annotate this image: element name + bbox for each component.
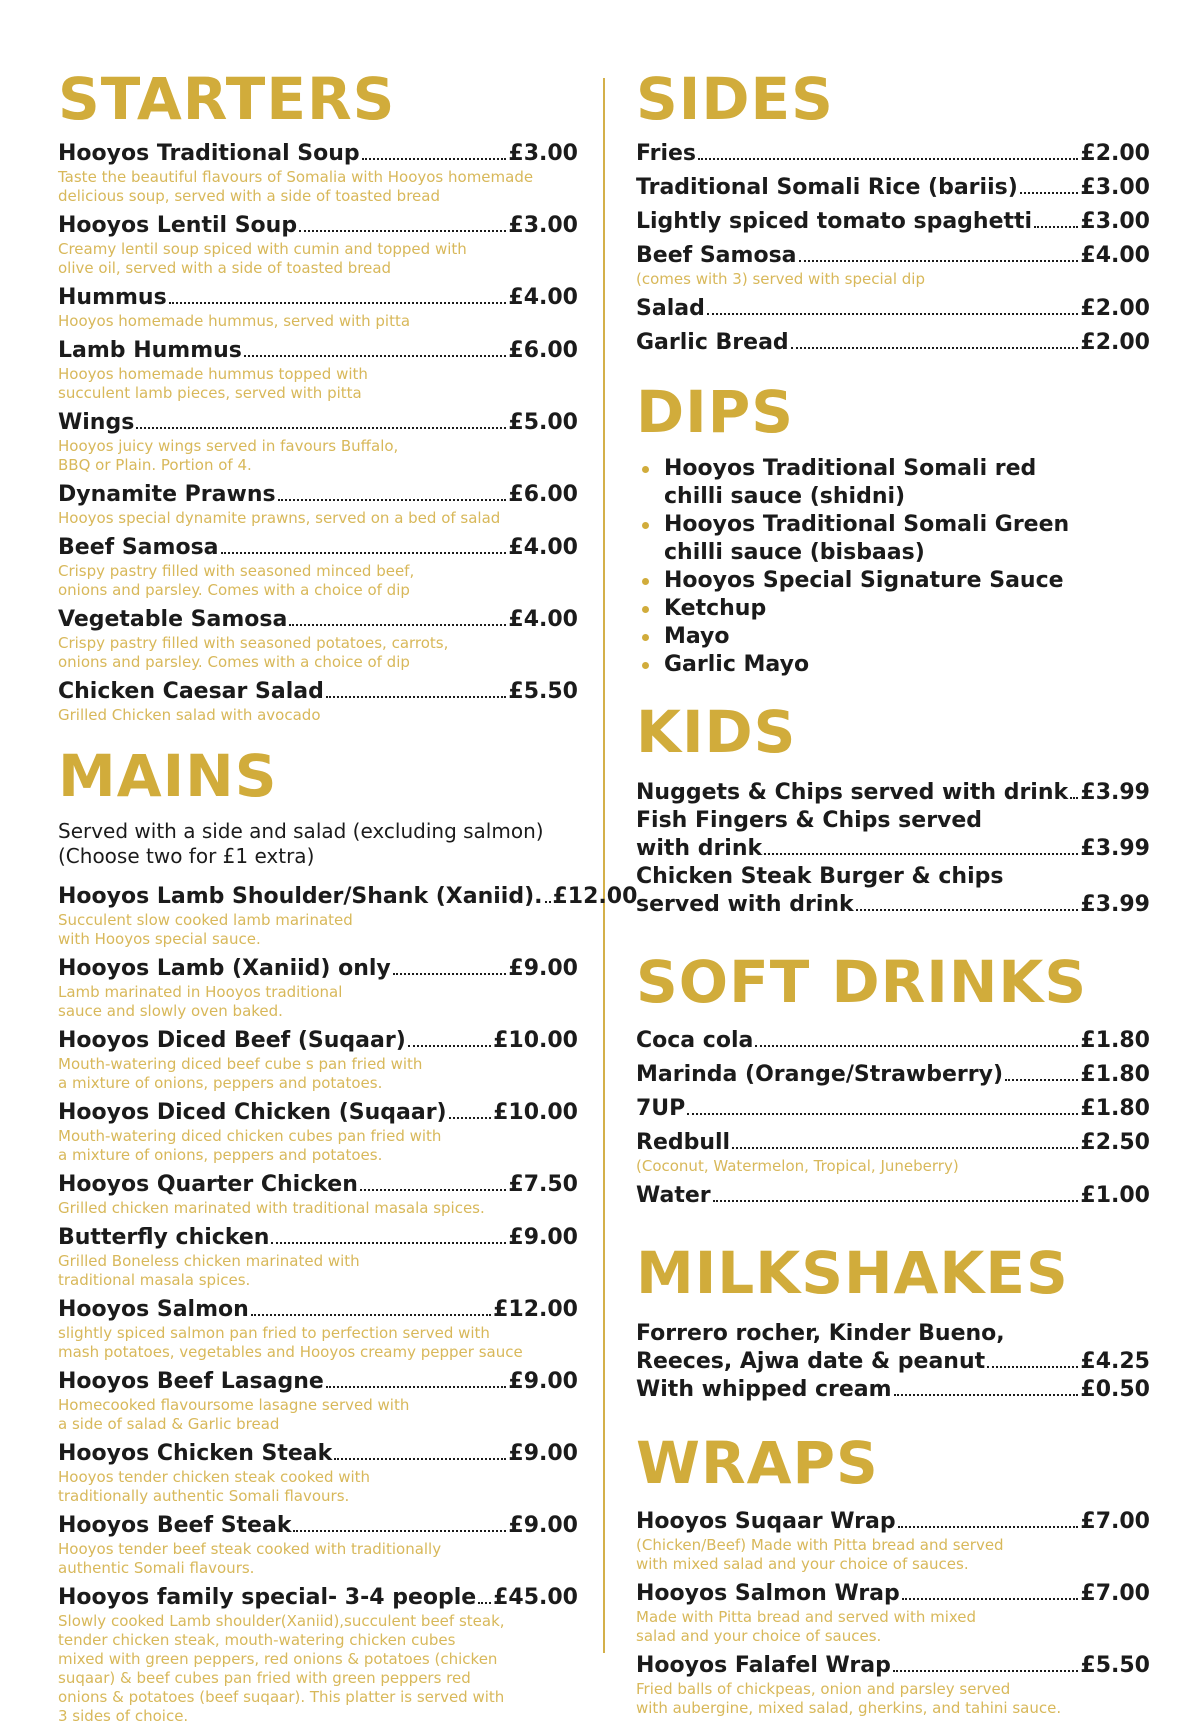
dot-leader: [893, 1670, 1079, 1672]
item-description: Grilled chicken marinated with traditional masala spices.: [58, 1199, 485, 1217]
kids-heading: KIDS: [636, 698, 797, 766]
bullet-icon: [642, 606, 649, 613]
item-row: [58, 337, 578, 365]
sides-heading: SIDES: [636, 65, 834, 133]
dips-heading: DIPS: [636, 378, 795, 446]
item-name: Hooyos Salmon Wrap: [636, 1581, 900, 1606]
menu-item: [636, 295, 1150, 323]
item-name: Dynamite Prawns: [58, 482, 276, 507]
dot-leader: [326, 696, 507, 698]
dip-item: [636, 595, 1150, 623]
dot-leader: [362, 158, 507, 160]
item-name: Hooyos Chicken Steak: [58, 1441, 333, 1466]
item-description: a side of salad & Garlic bread: [58, 1415, 280, 1433]
dip-text: Hooyos Traditional Somali red: [664, 456, 1037, 481]
item-name: Hooyos Falafel Wrap: [636, 1653, 891, 1678]
dot-leader: [136, 427, 506, 429]
item-description: Hooyos juicy wings served in favours Buffalo,: [58, 437, 399, 455]
item-description: Grilled Boneless chicken marinated with: [58, 1252, 360, 1270]
item-row: [58, 1224, 578, 1252]
menu-item: [58, 883, 638, 949]
dot-leader: [987, 1366, 1078, 1368]
item-description: a mixture of onions, peppers and potatoes.: [58, 1146, 383, 1164]
mains-list: [58, 883, 638, 1726]
item-description: Taste the beautiful flavours of Somalia with Hooyos homemade: [58, 168, 534, 186]
item-description: Hooyos homemade hummus topped with: [58, 365, 368, 383]
dip-text: chilli sauce (bisbaas): [664, 540, 925, 565]
item-description: Homecooked flavoursome lasagne served with: [58, 1396, 410, 1414]
item-name: 7UP: [636, 1096, 686, 1121]
dot-leader: [687, 1113, 1078, 1115]
item-price: £7.00: [1080, 1581, 1150, 1606]
item-description: Slowly cooked Lamb shoulder(Xaniid),succulent beef steak,: [58, 1612, 505, 1630]
item-row: [58, 955, 578, 983]
menu-item: [58, 1224, 578, 1290]
starters-list: [58, 140, 578, 725]
item-price: £2.00: [1080, 141, 1150, 166]
menu-item: [636, 208, 1150, 236]
menu-item: [58, 1512, 578, 1578]
dot-leader: [898, 1526, 1079, 1528]
item-name: Hooyos Quarter Chicken: [58, 1172, 358, 1197]
menu-item: [58, 212, 578, 278]
menu-item: [636, 140, 1150, 168]
item-price: £5.00: [508, 410, 578, 435]
item-row: [636, 329, 1150, 357]
item-row: [636, 1061, 1150, 1089]
item-price: £9.00: [508, 1369, 578, 1394]
item-description: slightly spiced salmon pan fried to perfection served with: [58, 1324, 490, 1342]
item-row: [636, 1095, 1150, 1123]
item-row: [58, 212, 578, 240]
item-name: Beef Samosa: [636, 243, 797, 268]
menu-item: [58, 534, 578, 600]
dot-leader: [278, 499, 507, 501]
bullet-icon: [642, 662, 649, 669]
wraps-heading: WRAPS: [636, 1429, 879, 1497]
menu-item: [636, 1061, 1150, 1089]
dot-leader: [1020, 192, 1079, 194]
dot-leader: [856, 909, 1079, 911]
item-price: £4.00: [508, 607, 578, 632]
menu-item: [636, 1320, 1150, 1376]
item-price: £7.00: [1080, 1509, 1150, 1534]
item-description: salad and your choice of sauces.: [636, 1627, 882, 1645]
bullet-icon: [642, 466, 649, 473]
item-description: Hooyos tender beef steak cooked with traditionally: [58, 1540, 442, 1558]
item-name: Hooyos Traditional Soup: [58, 141, 360, 166]
item-name: Hooyos Salmon: [58, 1297, 249, 1322]
mains-heading: MAINS: [58, 742, 278, 810]
item-row: [58, 1584, 578, 1612]
milkshakes-list: [636, 1320, 1150, 1404]
item-row: [636, 1508, 1150, 1536]
item-row: [636, 1580, 1150, 1608]
item-name: Hooyos Diced Beef (Suqaar): [58, 1028, 406, 1053]
dot-leader: [1070, 797, 1078, 799]
right-column: [636, 65, 1150, 1724]
item-description: sauce and slowly oven baked.: [58, 1002, 283, 1020]
menu-item: [636, 174, 1150, 202]
item-row: [58, 1099, 578, 1127]
item-name: Hooyos Lentil Soup: [58, 213, 298, 238]
kids-list: [636, 779, 1150, 919]
menu-item: [58, 1584, 578, 1726]
menu-item: [58, 1440, 578, 1506]
item-row: [636, 835, 1150, 863]
item-name: Hooyos Lamb (Xaniid) only: [58, 956, 391, 981]
dot-leader: [713, 1200, 1079, 1202]
item-price: £4.25: [1080, 1349, 1150, 1374]
item-description: traditionally authentic Somali flavours.: [58, 1487, 350, 1505]
item-description: (Chicken/Beef) Made with Pitta bread and served: [636, 1536, 1004, 1554]
item-price: £3.00: [1080, 175, 1150, 200]
dot-leader: [244, 355, 507, 357]
item-row: [58, 1296, 578, 1324]
sides-list: [636, 140, 1150, 357]
dot-leader: [334, 1458, 506, 1460]
item-price: £1.80: [1080, 1028, 1150, 1053]
item-price: £5.50: [1080, 1653, 1150, 1678]
item-description: Creamy lentil soup spiced with cumin and topped with: [58, 240, 467, 258]
item-name: Salad: [636, 296, 705, 321]
item-description: Hooyos tender chicken steak cooked with: [58, 1468, 371, 1486]
menu-item: [636, 1508, 1150, 1574]
dip-item: [636, 511, 1150, 567]
item-row: [58, 883, 638, 911]
item-description: with aubergine, mixed salad, gherkins, and tahini sauce.: [636, 1699, 1062, 1717]
item-description: Crispy pastry filled with seasoned minced beef,: [58, 562, 415, 580]
item-description: suqaar) & beef cubes pan fried with green peppers red: [58, 1669, 471, 1687]
menu-item: [58, 140, 578, 206]
item-price: £12.00: [493, 1297, 578, 1322]
item-description: mixed with green peppers, red onions & potatoes (chicken: [58, 1650, 498, 1668]
item-description: (comes with 3) served with special dip: [636, 270, 925, 288]
bullet-icon: [642, 578, 649, 585]
item-description: Made with Pitta bread and served with mixed: [636, 1608, 977, 1626]
menu-item: [636, 1182, 1150, 1210]
dip-item: [636, 651, 1150, 679]
dot-leader: [698, 158, 1078, 160]
dot-leader: [449, 1117, 491, 1119]
item-name: Lamb Hummus: [58, 338, 242, 363]
item-price: £6.00: [508, 338, 578, 363]
menu-item: [636, 1652, 1150, 1718]
item-name-line1: Chicken Steak Burger & chips: [636, 864, 1004, 889]
item-price: £4.00: [508, 285, 578, 310]
item-row: [58, 284, 578, 312]
dot-leader: [1005, 1079, 1078, 1081]
dot-leader: [393, 973, 507, 975]
soft-drinks-list: [636, 1027, 1150, 1210]
item-name: Vegetable Samosa: [58, 607, 288, 632]
item-description: succulent lamb pieces, served with pitta: [58, 384, 362, 402]
dot-leader: [360, 1189, 507, 1191]
item-name: Hooyos Lamb Shoulder/Shank (Xaniid).: [58, 884, 543, 909]
menu-item: [636, 1095, 1150, 1123]
item-description: Grilled Chicken salad with avocado: [58, 706, 321, 724]
item-description: onions and parsley. Comes with a choice of dip: [58, 653, 410, 671]
mains-note-line1: Served with a side and salad (excluding salmon): [58, 819, 544, 843]
menu-item: [58, 481, 578, 528]
menu-item: [636, 329, 1150, 357]
item-price: £3.99: [1080, 836, 1150, 861]
item-name: Hummus: [58, 285, 167, 310]
menu-item: [58, 606, 578, 672]
dot-leader: [293, 1530, 506, 1532]
item-price: £10.00: [493, 1028, 578, 1053]
dip-text: Hooyos Special Signature Sauce: [664, 568, 1064, 593]
dot-leader: [408, 1045, 491, 1047]
dot-leader: [755, 1045, 1078, 1047]
item-name: Nuggets & Chips served with drink: [636, 780, 1069, 805]
item-description: Fried balls of chickpeas, onion and parsley served: [636, 1680, 1011, 1698]
item-description: tender chicken steak, mouth-watering chicken cubes: [58, 1631, 456, 1649]
item-row: [636, 1182, 1150, 1210]
item-price: £3.00: [508, 213, 578, 238]
menu-item: [58, 409, 578, 475]
dot-leader: [299, 230, 506, 232]
item-description: a mixture of onions, peppers and potatoes.: [58, 1074, 383, 1092]
item-name: Wings: [58, 410, 135, 435]
menu-item: [636, 1027, 1150, 1055]
dip-item: [636, 455, 1150, 511]
item-description: (Coconut, Watermelon, Tropical, Juneberry): [636, 1157, 959, 1175]
column-divider: [603, 78, 605, 1653]
item-description: delicious soup, served with a side of toasted bread: [58, 187, 440, 205]
item-row: [58, 606, 578, 634]
starters-heading: STARTERS: [58, 65, 396, 133]
dot-leader: [169, 302, 507, 304]
dip-text: Ketchup: [664, 596, 767, 621]
item-row: [58, 409, 578, 437]
menu-item: [58, 1368, 578, 1434]
item-name: with drink: [636, 836, 763, 861]
item-row: [636, 140, 1150, 168]
item-description: Mouth-watering diced chicken cubes pan fried with: [58, 1127, 442, 1145]
menu-item: [58, 337, 578, 403]
item-price: £10.00: [493, 1100, 578, 1125]
item-row: [58, 481, 578, 509]
item-name: Chicken Caesar Salad: [58, 679, 324, 704]
item-description: Hooyos special dynamite prawns, served on a bed of salad: [58, 509, 501, 527]
dot-leader: [251, 1314, 491, 1316]
menu-item: [58, 1027, 578, 1093]
menu-item: [636, 1129, 1150, 1176]
item-description: Hooyos homemade hummus, served with pitta: [58, 312, 411, 330]
dot-leader: [545, 901, 551, 903]
item-price: £2.00: [1080, 296, 1150, 321]
item-description: Crispy pastry filled with seasoned potatoes, carrots,: [58, 634, 449, 652]
menu-item: [58, 1171, 578, 1218]
menu-item: [58, 678, 578, 725]
item-price: £9.00: [508, 956, 578, 981]
item-row: [58, 1171, 578, 1199]
item-row: [58, 1027, 578, 1055]
item-name: Redbull: [636, 1130, 731, 1155]
dot-leader: [289, 624, 506, 626]
item-row: [58, 140, 578, 168]
menu-item: [58, 1099, 578, 1165]
item-name: Hooyos Diced Chicken (Suqaar): [58, 1100, 447, 1125]
item-description: olive oil, served with a side of toasted bread: [58, 259, 392, 277]
menu-item: [58, 284, 578, 331]
item-row: [636, 174, 1150, 202]
item-name-line1: Fish Fingers & Chips served: [636, 808, 983, 833]
item-name: With whipped cream: [636, 1377, 892, 1402]
mains-note-line2: (Choose two for £1 extra): [58, 844, 315, 868]
item-description: mash potatoes, vegetables and Hooyos creamy pepper sauce: [58, 1343, 523, 1361]
dot-leader: [271, 1242, 506, 1244]
dip-text: Garlic Mayo: [664, 652, 810, 677]
item-row: [58, 1368, 578, 1396]
item-name-line1: Forrero rocher, Kinder Bueno,: [636, 1321, 1005, 1346]
item-price: £1.80: [1080, 1062, 1150, 1087]
item-price: £4.00: [508, 535, 578, 560]
item-price: £3.00: [508, 141, 578, 166]
item-description: onions & potatoes (beef suqaar). This platter is served with: [58, 1688, 505, 1706]
bullet-icon: [642, 634, 649, 641]
item-name: Beef Samosa: [58, 535, 219, 560]
bullet-icon: [642, 522, 649, 529]
item-price: £1.00: [1080, 1183, 1150, 1208]
dot-leader: [326, 1386, 507, 1388]
item-price: £2.00: [1080, 330, 1150, 355]
menu-item: [58, 1296, 578, 1362]
wraps-list: [636, 1508, 1150, 1718]
item-price: £0.50: [1080, 1377, 1150, 1402]
item-price: £3.99: [1080, 892, 1150, 917]
item-price: £9.00: [508, 1441, 578, 1466]
item-name: Traditional Somali Rice (bariis): [636, 175, 1018, 200]
left-column: [58, 65, 638, 1732]
item-row: [636, 1129, 1150, 1157]
menu-item: [58, 955, 578, 1021]
item-row: [636, 1652, 1150, 1680]
menu-item: [636, 1376, 1150, 1404]
item-price: £2.50: [1080, 1130, 1150, 1155]
item-row: [636, 891, 1150, 919]
dot-leader: [791, 347, 1079, 349]
dot-leader: [902, 1598, 1079, 1600]
dip-item: [636, 623, 1150, 651]
item-name: Butterfly chicken: [58, 1225, 270, 1250]
item-name: Lightly spiced tomato spaghetti: [636, 209, 1033, 234]
item-name: Water: [636, 1183, 711, 1208]
soft-drinks-heading: SOFT DRINKS: [636, 948, 1088, 1016]
dip-text: Mayo: [664, 624, 730, 649]
item-row: [636, 242, 1150, 270]
dot-leader: [1034, 226, 1078, 228]
item-description: BBQ or Plain. Portion of 4.: [58, 456, 252, 474]
item-name: Reeces, Ajwa date & peanut: [636, 1349, 986, 1374]
item-description: with Hooyos special sauce.: [58, 930, 261, 948]
item-description: onions and parsley. Comes with a choice of dip: [58, 581, 410, 599]
item-name: served with drink: [636, 892, 854, 917]
menu-item: [636, 779, 1150, 807]
item-row: [58, 1440, 578, 1468]
dips-list: [636, 455, 1150, 679]
item-row: [636, 1348, 1150, 1376]
item-price: £5.50: [508, 679, 578, 704]
item-price: £3.00: [1080, 209, 1150, 234]
item-description: traditional masala spices.: [58, 1271, 251, 1289]
item-name: Hooyos family special- 3-4 people: [58, 1585, 477, 1610]
item-price: £1.80: [1080, 1096, 1150, 1121]
dip-item: [636, 567, 1150, 595]
item-name: Marinda (Orange/Strawberry): [636, 1062, 1004, 1087]
dot-leader: [221, 552, 507, 554]
item-description: authentic Somali flavours.: [58, 1559, 255, 1577]
item-name: Coca cola: [636, 1028, 754, 1053]
item-name: Garlic Bread: [636, 330, 789, 355]
item-row: [58, 534, 578, 562]
item-price: £9.00: [508, 1225, 578, 1250]
dip-text: Hooyos Traditional Somali Green: [664, 512, 1070, 537]
item-row: [636, 208, 1150, 236]
item-price: £12.00: [552, 884, 638, 909]
dot-leader: [799, 260, 1079, 262]
item-description: 3 sides of choice.: [58, 1707, 189, 1725]
dot-leader: [732, 1147, 1078, 1149]
item-name: Fries: [636, 141, 697, 166]
item-price: £4.00: [1080, 243, 1150, 268]
menu-item: [636, 863, 1150, 919]
item-name: Hooyos Suqaar Wrap: [636, 1509, 896, 1534]
item-row: [636, 295, 1150, 323]
dip-text: chilli sauce (shidni): [664, 484, 906, 509]
menu-item: [636, 807, 1150, 863]
item-price: £6.00: [508, 482, 578, 507]
item-price: £7.50: [508, 1172, 578, 1197]
item-description: with mixed salad and your choice of sauces.: [636, 1555, 969, 1573]
item-description: Mouth-watering diced beef cube s pan fried with: [58, 1055, 423, 1073]
item-price: £9.00: [508, 1513, 578, 1538]
menu-item: [636, 1580, 1150, 1646]
item-row: [58, 678, 578, 706]
item-price: £45.00: [493, 1585, 578, 1610]
dot-leader: [894, 1394, 1079, 1396]
item-description: Succulent slow cooked lamb marinated: [58, 911, 353, 929]
dot-leader: [764, 853, 1078, 855]
item-row: [58, 1512, 578, 1540]
milkshakes-heading: MILKSHAKES: [636, 1239, 1069, 1307]
item-name: Hooyos Beef Steak: [58, 1513, 292, 1538]
item-name: Hooyos Beef Lasagne: [58, 1369, 324, 1394]
dot-leader: [478, 1602, 491, 1604]
dot-leader: [707, 313, 1079, 315]
menu-item: [636, 242, 1150, 289]
item-row: [636, 1027, 1150, 1055]
item-price: £3.99: [1080, 780, 1150, 805]
item-description: Lamb marinated in Hooyos traditional: [58, 983, 343, 1001]
